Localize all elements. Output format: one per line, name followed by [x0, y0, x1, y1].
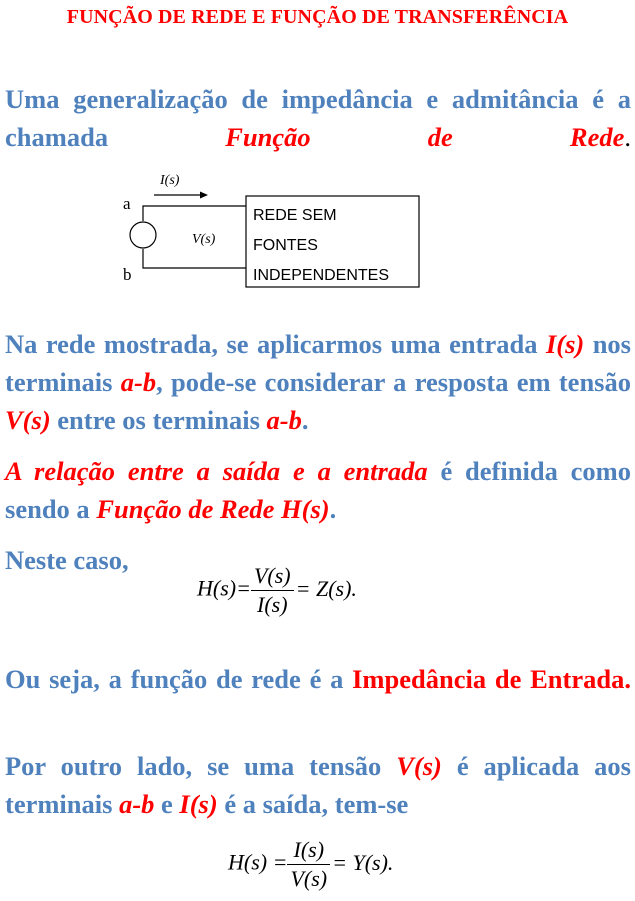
eq2-fraction	[287, 836, 330, 893]
circuit-diagram	[110, 168, 430, 290]
text: Neste caso,	[5, 545, 129, 575]
text: .	[301, 405, 309, 435]
eq1-denominator: I(s)	[257, 592, 288, 617]
paragraph-admittance	[5, 747, 631, 823]
equation-admittance	[228, 836, 393, 893]
eq2-numerator: I(s)	[287, 836, 330, 865]
term-voltage: V(s)	[5, 405, 51, 435]
text: e	[154, 789, 180, 819]
term-terminals: a-b	[119, 789, 155, 819]
eq1-numerator: V(s)	[251, 562, 294, 591]
text: Por outro lado, se uma tensão	[5, 751, 397, 781]
voltage-label: V(s)	[192, 232, 216, 247]
text: nos terminais	[5, 329, 631, 397]
bottom-wire	[143, 249, 246, 268]
page-title: FUNÇÃO DE REDE E FUNÇÃO DE TRANSFERÊNCIA	[66, 6, 569, 28]
term-terminals: a-b	[120, 367, 157, 397]
eq1-lhs: H(s)=	[197, 575, 251, 601]
text: é aplicada aos terminais	[5, 751, 631, 819]
paragraph-intro	[5, 80, 631, 156]
term-funcao-de-rede: Função de Rede	[225, 122, 625, 152]
equation-impedance	[197, 562, 357, 619]
source-symbol	[130, 222, 156, 248]
text: Na rede mostrada, se aplicarmos uma entrada	[5, 329, 546, 359]
term-funcao-de-rede-h: Função de Rede H(s)	[96, 494, 330, 524]
paragraph-input-description	[5, 325, 631, 439]
terminal-b-label: b	[123, 265, 132, 284]
current-label: I(s)	[160, 173, 180, 188]
text: entre os terminais	[50, 405, 267, 435]
eq1-rhs: = Z(s).	[295, 575, 357, 601]
network-box-line3: INDEPENDENTES	[253, 267, 390, 284]
term-voltage: V(s)	[396, 751, 442, 781]
eq1-fraction	[251, 562, 294, 619]
network-box-line2: FONTES	[253, 237, 318, 254]
intro-text: Uma generalização de impedância e admitância é a chamada	[5, 84, 631, 152]
paragraph-impedance	[5, 660, 631, 698]
term-current: I(s)	[179, 789, 218, 819]
eq2-lhs: H(s) =	[228, 849, 288, 875]
text: Ou seja, a função de rede é a	[5, 664, 353, 694]
paragraph-definition	[5, 452, 631, 528]
text: é definida como sendo a	[5, 456, 632, 524]
text: é a saída, tem-se	[217, 789, 409, 819]
term-terminals: a-b	[266, 405, 302, 435]
text: .	[329, 494, 337, 524]
term-current: I(s)	[545, 329, 585, 359]
terminal-a-label: a	[123, 194, 131, 213]
eq2-rhs: = Y(s).	[332, 849, 394, 875]
network-box-line1: REDE SEM	[253, 207, 337, 224]
current-arrow-head	[200, 192, 208, 199]
eq2-denominator: V(s)	[290, 866, 328, 891]
period: .	[624, 122, 631, 152]
term-relation: A relação entre a saída e a entrada	[5, 456, 428, 486]
top-wire	[143, 206, 246, 221]
text: , pode-se considerar a resposta em tensão	[156, 367, 631, 397]
term-impedancia-de-entrada: Impedância de Entrada.	[352, 664, 631, 694]
